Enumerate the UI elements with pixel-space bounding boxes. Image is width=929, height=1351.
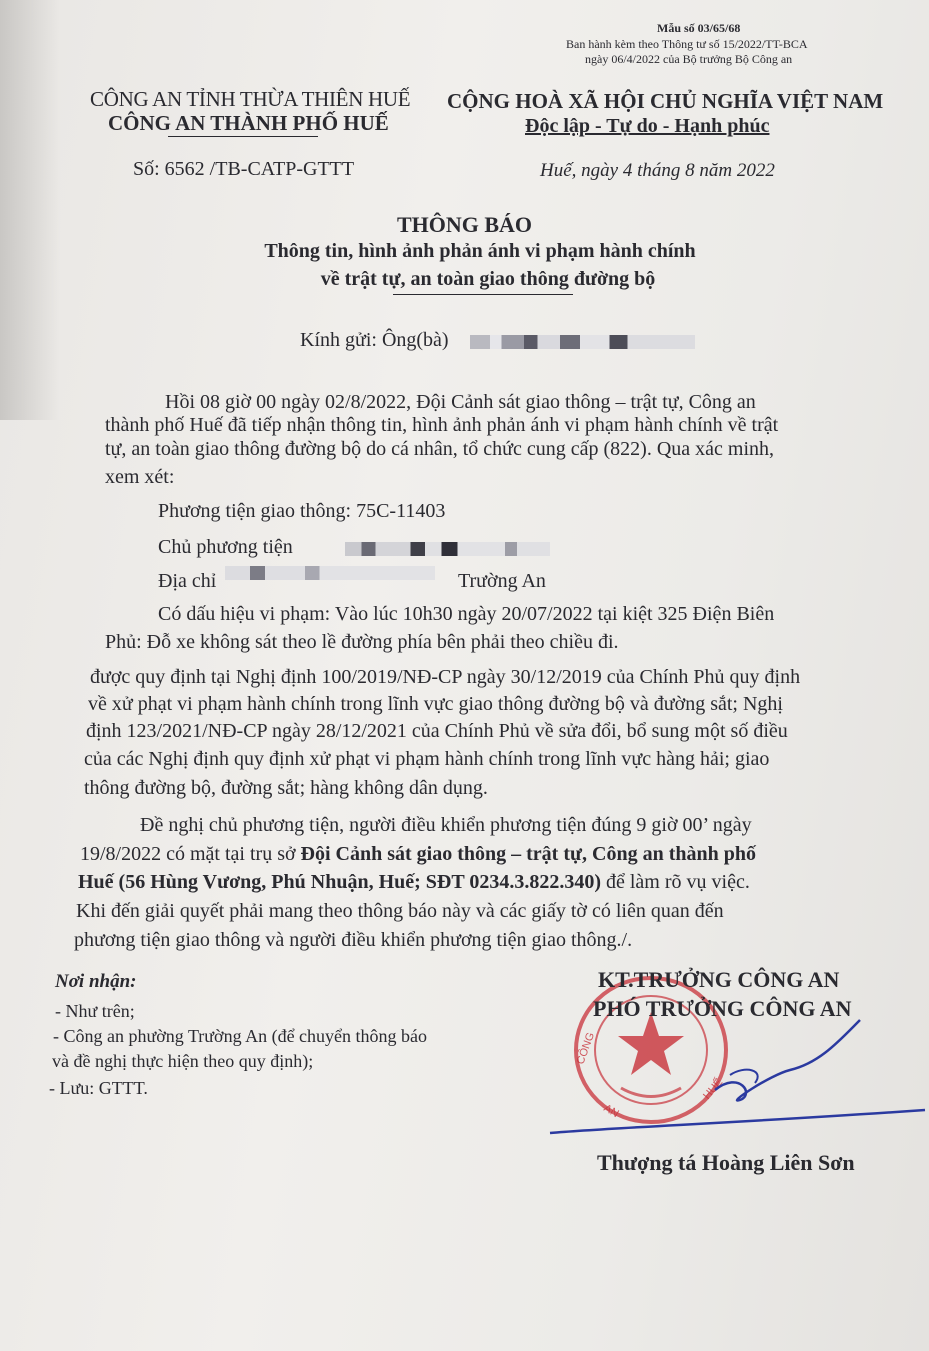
paper-edge-shadow bbox=[0, 0, 60, 420]
legal-basis-line-5: thông đường bộ, đường sắt; hàng không dân dụng. bbox=[84, 777, 488, 799]
place-date: Huế, ngày 4 tháng 8 năm 2022 bbox=[540, 160, 775, 181]
legal-basis-line-3: định 123/2021/NĐ-CP ngày 28/12/2021 của Chính Phủ về sửa đổi, bổ sung một số điều bbox=[86, 720, 788, 742]
request-line-5: phương tiện giao thông và người điều khiển phương tiện giao thông./. bbox=[74, 929, 633, 951]
recipients-heading: Nơi nhận: bbox=[55, 971, 137, 992]
vehicle-owner-label: Chủ phương tiện bbox=[158, 536, 293, 558]
national-motto: Độc lập - Tự do - Hạnh phúc bbox=[525, 115, 770, 137]
agency-underline bbox=[168, 136, 318, 137]
request-line-1: Đề nghị chủ phương tiện, người điều khiển phương tiện đúng 9 giờ 00’ ngày bbox=[140, 814, 752, 836]
legal-basis-line-1: được quy định tại Nghị định 100/2019/NĐ-CP ngày 30/12/2019 của Chính Phủ quy định bbox=[90, 666, 801, 688]
recipient-item: và đề nghị thực hiện theo quy định); bbox=[52, 1051, 314, 1071]
recipient-item: - Công an phường Trường An (để chuyển thông báo bbox=[53, 1026, 428, 1046]
violation-line-2: Phủ: Đỗ xe không sát theo lề đường phía bên phải theo chiều đi. bbox=[105, 631, 619, 653]
recipient-item: - Như trên; bbox=[55, 1001, 135, 1021]
svg-text:CÔNG: CÔNG bbox=[574, 1030, 598, 1067]
redacted-address bbox=[225, 566, 435, 580]
document-title: THÔNG BÁO bbox=[396, 212, 533, 237]
legal-basis-line-4: của các Nghị định quy định xử phạt vi phạm hành chính trong lĩnh vực hàng hải; giao bbox=[84, 748, 770, 770]
handwritten-signature bbox=[540, 1015, 929, 1145]
body-line-3: tự, an toàn giao thông đường bộ do cá nhân, tổ chức cung cấp (822). Qua xác minh, bbox=[105, 438, 775, 460]
form-code: Mẫu số 03/65/68 bbox=[657, 21, 741, 35]
body-line-2: thành phố Huế đã tiếp nhận thông tin, hình ảnh phản ánh vi phạm hành chính về trật bbox=[105, 414, 779, 436]
nation-title: CỘNG HOÀ XÃ HỘI CHỦ NGHĨA VIỆT NAM bbox=[447, 89, 884, 113]
violation-line-1: Có dấu hiệu vi phạm: Vào lúc 10h30 ngày 20/07/2022 tại kiệt 325 Điện Biên bbox=[158, 603, 775, 625]
request-office-address: Huế (56 Hùng Vương, Phú Nhuận, Huế; SĐT 0234.3.822.340) bbox=[78, 871, 601, 893]
recipient-item: - Lưu: GTTT. bbox=[49, 1078, 148, 1098]
body-line-4: xem xét: bbox=[105, 466, 175, 488]
legal-basis-line-2: về xử phạt vi phạm hành chính trong lĩnh vực giao thông đường bộ và đường sắt; Nghị bbox=[88, 693, 783, 715]
svg-text:AN: AN bbox=[601, 1102, 621, 1121]
request-line-3 bbox=[78, 871, 750, 894]
svg-text:HUẾ: HUẾ bbox=[701, 1076, 726, 1102]
request-line-2 bbox=[80, 843, 756, 866]
address-ward: Trường An bbox=[458, 570, 546, 592]
signer-name: Thượng tá Hoàng Liên Sơn bbox=[597, 1150, 855, 1175]
greeting: Kính gửi: Ông(bà) bbox=[300, 329, 449, 351]
form-issued-date: ngày 06/4/2022 của Bộ trưởng Bộ Công an bbox=[585, 52, 793, 66]
document-subtitle-2: về trật tự, an toàn giao thông đường bộ bbox=[320, 268, 656, 290]
signature-title-1: KT.TRƯỞNG CÔNG AN bbox=[598, 967, 840, 992]
request-line-4: Khi đến giải quyết phải mang theo thông báo này và các giấy tờ có liên quan đến bbox=[76, 900, 724, 922]
request-office-name: Đội Cảnh sát giao thông – trật tự, Công an thành phố bbox=[300, 843, 756, 865]
agency-parent: CÔNG AN TỈNH THỪA THIÊN HUẾ bbox=[90, 87, 411, 111]
document-subtitle-1: Thông tin, hình ảnh phản ánh vi phạm hành chính bbox=[264, 240, 696, 262]
agency-name: CÔNG AN THÀNH PHỐ HUẾ bbox=[108, 111, 389, 135]
document-number: Số: 6562 /TB-CATP-GTTT bbox=[133, 158, 355, 180]
signature-title-2: PHÓ TRƯỞNG CÔNG AN bbox=[593, 996, 852, 1021]
request-purpose: để làm rõ vụ việc. bbox=[601, 871, 750, 893]
request-date-text: 19/8/2022 có mặt tại trụ sở bbox=[80, 843, 301, 865]
body-line-1: Hồi 08 giờ 00 ngày 02/8/2022, Đội Cảnh sát giao thông – trật tự, Công an bbox=[165, 391, 756, 413]
subtitle-underline bbox=[393, 294, 573, 295]
redacted-name bbox=[470, 335, 695, 349]
form-issued: Ban hành kèm theo Thông tư số 15/2022/TT-BCA bbox=[566, 37, 808, 51]
address-label: Địa chỉ bbox=[158, 570, 217, 592]
vehicle-plate: Phương tiện giao thông: 75C-11403 bbox=[158, 500, 446, 522]
redacted-owner bbox=[345, 542, 550, 556]
